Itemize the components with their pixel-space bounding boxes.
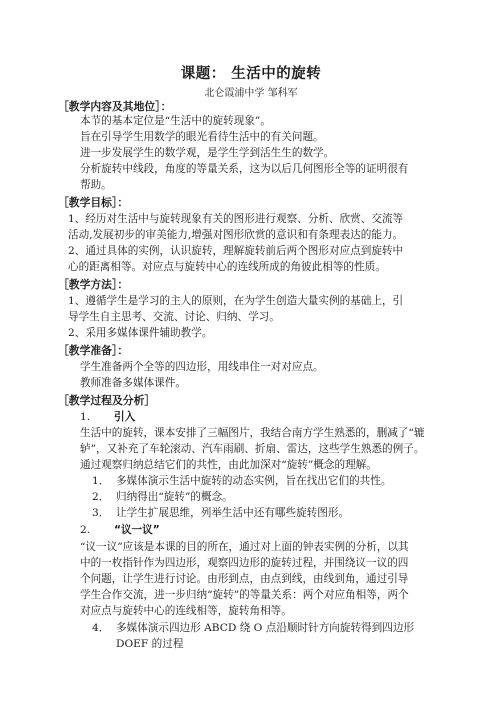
list-item-text-continued: DOEF 的过程 [116, 638, 184, 650]
section-heading-goals: ［教学目标］： [58, 196, 129, 209]
paragraph-line: 1、遵循学生是学习的主人的原则，在为学生创造大量实例的基础上，引 [68, 295, 404, 307]
list-item-text: 让学生扩展思维，列举生活中还有哪些旋转图形。 [116, 507, 350, 519]
paragraph-line: 中的一枚指针作为四边形，观察四边形的旋转过程，并围绕议一议的四 [80, 557, 409, 569]
paragraph-line: 轳”，又补充了车轮滚动、汽车雨刷、折扇、雷达，这些学生熟悉的例子。 [80, 443, 425, 455]
paragraph-line: 2、采用多媒体课件辅助教学。 [68, 327, 213, 339]
paragraph-line: “议一议”应该是本课的目的所在，通过对上面的钟表实例的分析，以其 [80, 541, 409, 553]
paragraph-line: 本节的基本定位是“生活中的旋转现象”。 [80, 115, 271, 127]
list-item-text: 多媒体演示生活中旋转的动态实例，旨在找出它们的共性。 [116, 475, 392, 487]
step-number: 2. [80, 524, 91, 536]
paragraph-line: 心的距离相等。对应点与旋转中心的连线所成的角彼此相等的性质。 [68, 261, 386, 273]
list-item-number: 1． [92, 475, 110, 487]
paragraph-line: 进一步发展学生的数学观，是学生学到活生生的数学。 [80, 147, 335, 159]
paragraph-line: 2、通过具体的实例，认识旋转，理解旋转前后两个图形对应点到旋转中 [68, 245, 404, 257]
section-heading-process: ［教学过程及分析］ [58, 394, 156, 407]
list-item-number: 2． [92, 491, 110, 503]
section-heading-content: ［教学内容及其地位］： [58, 100, 172, 113]
paragraph-line: 活动,发展初步的审美能力,增强对图形欣赏的意识和有条理表达的能力。 [68, 229, 404, 241]
paragraph-line: 个问题，让学生进行讨论。由形到点，由点到线，由线到角，通过引导 [80, 573, 409, 585]
paragraph-line: 通过观察归纳总结它们的共性，由此加深对“旋转”概念的理解。 [80, 459, 377, 471]
paragraph-line: 帮助。 [80, 179, 112, 191]
document-title: 课题： 生活中的旋转 [180, 66, 322, 82]
paragraph-line: 对应点与旋转中心的连线相等，旋转角相等。 [80, 605, 292, 617]
list-item-text: 多媒体演示四边形 ABCD 绕 O 点沿顺时针方向旋转得到四边形 [116, 622, 415, 634]
step-number: 1. [80, 411, 91, 423]
author-line: 北仑霞浦中学 邹科军 [204, 88, 298, 99]
paragraph-line: 学生合作交流，进一步归纳“旋转”的等量关系：两个对应角相等，两个 [80, 589, 409, 601]
list-item-number: 3． [92, 507, 110, 519]
list-item-number: 4． [92, 622, 110, 634]
paragraph-line: 导学生自主思考、交流、讨论、归纳、学习。 [68, 311, 280, 323]
list-item-text: 归纳得出“旋转”的概念。 [116, 491, 233, 503]
step-title: 引入 [114, 411, 136, 423]
section-heading-methods: ［教学方法］： [58, 278, 129, 291]
paragraph-line: 旨在引导学生用数学的眼光看待生活中的有关问题。 [80, 131, 324, 143]
paragraph-line: 教师准备多媒体课件。 [80, 377, 186, 389]
paragraph-line: 1、经历对生活中与旋转现象有关的图形进行观察、分析、欣赏、交流等 [68, 213, 404, 225]
paragraph-line: 分析旋转中线段，角度的等量关系，这为以后几何图形全等的证明很有 [80, 163, 409, 175]
paragraph-line: 学生准备两个全等的四边形，用线串住一对对应点。 [80, 361, 324, 373]
section-heading-prep: ［教学准备］： [58, 344, 129, 357]
paragraph-line: 生活中的旋转，课本安排了三幅图片，我结合南方学生熟悉的，删减了“辘 [80, 427, 425, 439]
step-title: “议一议” [114, 524, 160, 536]
